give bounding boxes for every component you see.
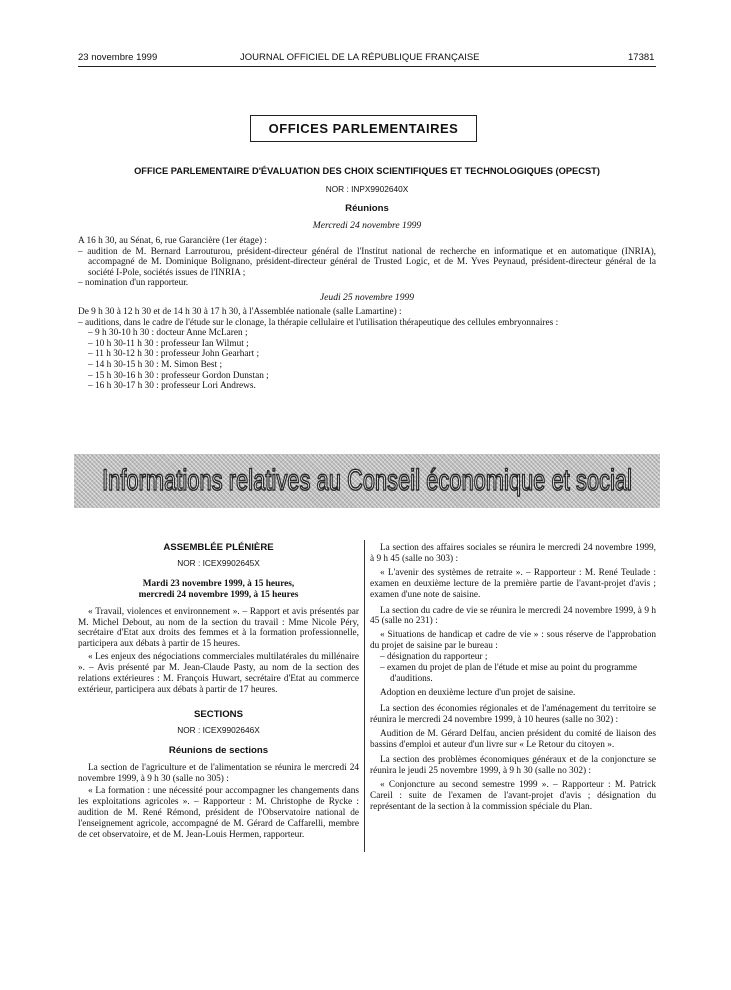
opecst-line: – 10 h 30-11 h 30 : professeur Ian Wilmut ; [88,338,249,349]
right-list-item: – désignation du rapporteur ; [380,652,488,663]
right-paragraph: La section des problèmes économiques généraux et de la conjoncture se réunira le jeudi 25 novembre 1999, à 9 h 30 (salle no 302) : [370,755,656,777]
opecst-reunions: Réunions [345,203,389,214]
right-paragraph: « Situations de handicap et cadre de vie » : sous réserve de l'approbation du projet de saisine par le bureau : [370,630,656,652]
opecst-line: – 9 h 30-10 h 30 : docteur Anne McLaren ; [88,328,248,339]
sections-nor: NOR : ICEX9902646X [177,724,260,735]
opecst-line: – 15 h 30-16 h 30 : professeur Gordon Dunstan ; [88,370,269,381]
column-divider [364,540,365,852]
assemblee-date: mercredi 24 novembre 1999, à 15 heures [138,589,299,600]
right-paragraph: Audition de M. Gérard Delfau, ancien président du comité de liaison des bassins d'emploi et auteur d'un livre sur « Le Retour du citoyen ». [370,728,656,750]
left-column [78,543,359,841]
header-journal: JOURNAL OFFICIEL DE LA RÉPUBLIQUE FRANÇAISE [240,52,480,63]
sections-paragraph: « La formation : une nécessité pour accompagner les changements dans les exploitations agricoles ». – Rapporteur : M. Christophe de Rycke : audition de M. René Rémond, président de l'Observatoire national de l'enseignement agricole, accompagné de M. Gérard de Caffarelli, membre de cet observatoire, et de M. Jean-Louis Hermen, rapporteur. [78,786,359,841]
header-rule [78,66,656,67]
assemblee-paragraph: « Travail, violences et environnement ». – Rapport et avis présentés par M. Michel Debout, au nom de la section du travail : Mme Nicole Péry, secrétaire d'Etat aux droits des femmes et à la formation professionnelle, participera aux débats à partir de 15 heures. [78,606,359,650]
header-page-number: 17381 [628,52,655,63]
section-title: OFFICES PARLEMENTAIRES [268,121,459,136]
ces-banner-title: Informations relatives au Conseil économique et social [101,464,633,497]
assemblee-paragraph: « Les enjeux des négociations commerciales multilatérales du millénaire ». – Avis présenté par M. Jean-Claude Pasty, au nom de la section des relations extérieures : M. François Huwart, secrétaire d'Etat au commerce extérieur, participera aux débats à partir de 17 heures. [78,652,359,695]
right-list-item: – examen du projet de plan de l'étude et mise au point du programme d'auditions. [380,663,638,684]
opecst-line: – audition de M. Bernard Larrouturou, président-directeur général de l'Institut national de recherche en informatique et en automatique (INRIA), accompagné de M. Dominique Bolignano, président-directeur général de Trusted Logic, et de M. Yves Peynaud, président-directeur général de la société I-Pole, sociétés issues de l'INRIA ; [78,246,656,278]
opecst-date-2: Jeudi 25 novembre 1999 [319,292,415,303]
right-paragraph: La section des économies régionales et de l'aménagement du territoire se réunira le mercredi 24 novembre 1999, à 10 heures (salle no 302) : [370,703,656,725]
opecst-line: De 9 h 30 à 12 h 30 et de 14 h 30 à 17 h 30, à l'Assemblée nationale (salle Lamartine) : [78,307,402,317]
opecst-title: OFFICE PARLEMENTAIRE D'ÉVALUATION DES CHOIX SCIENTIFIQUES ET TECHNOLOGIQUES (OPECST) [134,166,600,176]
opecst-agenda-1 [78,236,656,289]
section-title-box [250,115,477,142]
opecst-line: A 16 h 30, au Sénat, 6, rue Garancière (1er étage) : [78,236,267,246]
opecst-line: – 14 h 30-15 h 30 : M. Simon Best ; [88,359,223,370]
assemblee-nor: NOR : ICEX9902645X [177,557,260,568]
opecst-line: – 11 h 30-12 h 30 : professeur John Gearhart ; [88,349,260,360]
right-paragraph: La section du cadre de vie se réunira le mercredi 24 novembre 1999, à 9 h 45 (salle no 231) : [370,605,656,627]
ces-banner [74,454,660,508]
opecst-date-1: Mercredi 24 novembre 1999 [312,220,422,231]
opecst-line: – 16 h 30-17 h 30 : professeur Lori Andrews. [88,381,256,392]
right-paragraph: « Conjoncture au second semestre 1999 ». – Rapporteur : M. Patrick Careil : suite de l'examen de l'avant-projet d'avis ; désignation du représentant de la section à la commission spéciale du Plan. [370,780,656,813]
sections-subtitle: Réunions de sections [168,744,269,756]
opecst-agenda-2 [78,307,656,392]
opecst-line: – nomination d'un rapporteur. [78,278,189,289]
right-paragraph: « L'avenir des systèmes de retraite ». – Rapporteur : M. René Teulade : examen en deuxième lecture de la première partie de l'avant-projet d'avis ; examen d'une note de saisine. [370,567,656,600]
assemblee-title: ASSEMBLÉE PLÉNIÈRE [163,542,274,553]
header-date: 23 novembre 1999 [78,52,158,63]
sections-title: SECTIONS [193,708,244,720]
sections-paragraph: La section de l'agriculture et de l'alimentation se réunira le mercredi 24 novembre 1999, à 9 h 30 (salle no 305) : [78,762,359,784]
right-paragraph: La section des affaires sociales se réunira le mercredi 24 novembre 1999, à 9 h 45 (salle no 303) : [370,543,656,564]
right-paragraph: Adoption en deuxième lecture d'un projet de saisine. [380,687,576,698]
assemblee-date: Mardi 23 novembre 1999, à 15 heures, [142,578,295,589]
opecst-line: – auditions, dans le cadre de l'étude sur le clonage, la thérapie cellulaire et l'utilisation thérapeutique des cellules embryonnaires : [78,317,559,328]
right-column [370,543,656,813]
opecst-nor: NOR : INPX9902640X [325,184,409,194]
